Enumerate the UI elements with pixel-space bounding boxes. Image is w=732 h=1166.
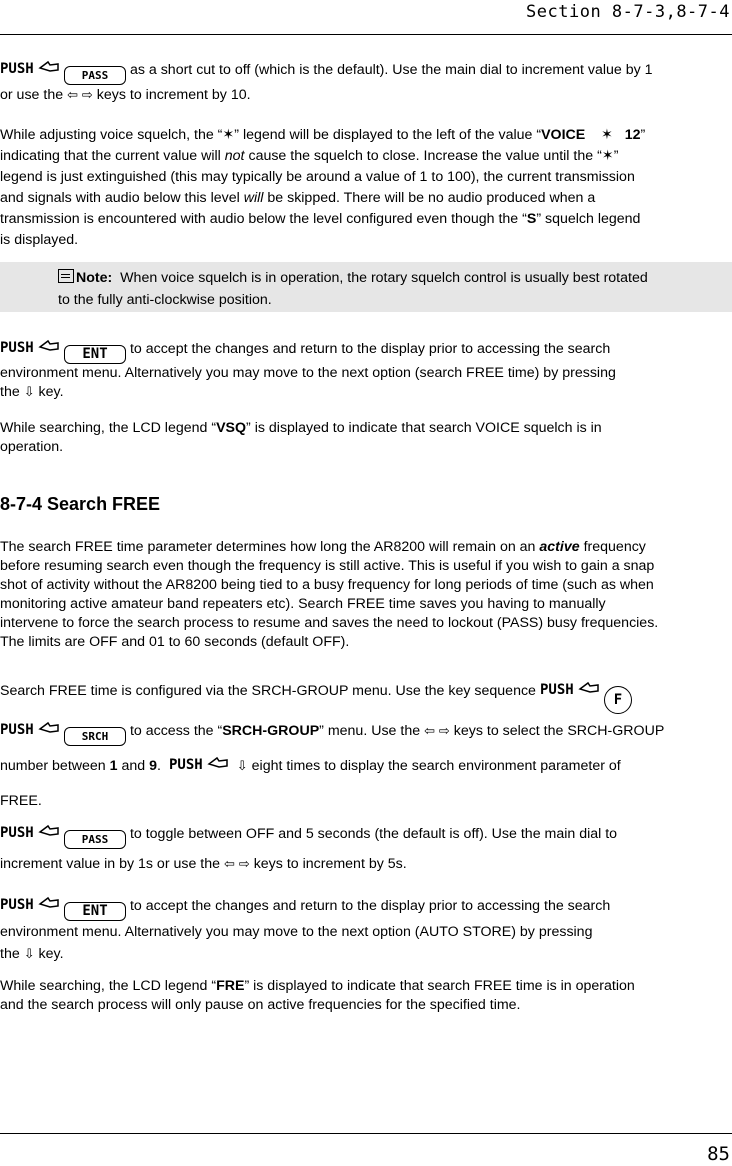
down-arrow-icon: ⇩ xyxy=(236,759,248,774)
paragraph-accept-voice: PUSH ENT to accept the changes and return to the display prior to accessing the search environment menu. Alternatively you may move to the next option (search FREE time) by pressing the ⇩ key. xyxy=(0,337,732,402)
paragraph-pass-shortcut: PUSH PASS as a short cut to off (which is the default). Use the main dial to increment value by 1 or use the ⇦ ⇨ keys to increment by 10. xyxy=(0,58,732,106)
paragraph-free-intro: The search FREE time parameter determines how long the AR8200 will remain on an active frequency before resuming search even though the frequency is still active. This is useful if you wish to gain a snap shot of activity without the AR8200 being tied to a busy frequency for long periods of time (such as when monitoring active amateur band repeaters etc). Search FREE time saves you having to manually intervene to force the search process to resume and saves the need to lockout (PASS) busy frequencies. The limits are OFF and 01 to 60 seconds (default OFF). xyxy=(0,539,659,650)
push-dial-icon xyxy=(540,679,602,699)
paragraph-fre-legend: While searching, the LCD legend “FRE” is displayed to indicate that search FREE time is in operation and the search process will only pause on active frequencies for the specified time. xyxy=(0,978,635,1013)
left-arrow-icon: ⇦ xyxy=(223,857,235,872)
paragraph-vsq-legend: While searching, the LCD legend “VSQ” is displayed to indicate that search VOICE squelch is in operation. xyxy=(0,420,602,455)
page-number: 85 xyxy=(707,1143,730,1165)
page-footer-rule xyxy=(0,1133,732,1134)
down-arrow-icon: ⇩ xyxy=(23,385,35,400)
right-arrow-icon: ⇨ xyxy=(81,88,93,103)
note-icon xyxy=(58,269,74,283)
right-arrow-icon: ⇨ xyxy=(438,724,450,739)
paragraph-free-config: Search FREE time is configured via the SRCH-GROUP menu. Use the key sequence PUSH F PUSH SRCH to access the “SRCH-GROUP” menu. Use the ⇦ ⇨ keys to select the SRCH-GROUP number between 1 and 9. PUSH ⇩ eight times to display the search environment parameter of FREE. xyxy=(0,674,732,818)
note-text: When voice squelch is in operation, the rotary squelch control is usually best rotated xyxy=(120,270,648,286)
star-legend-icon: ✶ xyxy=(601,148,614,164)
ent-key-icon: ENT xyxy=(64,345,126,364)
note-label: Note: xyxy=(76,270,113,286)
down-arrow-icon: ⇩ xyxy=(23,947,35,962)
section-heading: 8-7-4 Search FREE xyxy=(0,494,161,514)
push-dial-icon xyxy=(0,58,62,78)
svg-text:PUSH: PUSH xyxy=(168,757,203,773)
push-dial-icon xyxy=(0,822,62,842)
section-title: Section 8-7-3,8-7-4 xyxy=(526,2,730,22)
push-dial-icon xyxy=(0,719,62,739)
paragraph-accept-free: PUSH ENT to accept the changes and return to the display prior to accessing the search environment menu. Alternatively you may move to the next option (AUTO STORE) by pressing the ⇩ key. xyxy=(0,894,732,966)
star-legend-icon: ✶ xyxy=(222,127,235,143)
push-dial-icon xyxy=(169,754,231,774)
push-dial-icon xyxy=(0,894,62,914)
ent-key-icon: ENT xyxy=(64,902,126,921)
svg-text:PUSH: PUSH xyxy=(0,61,34,77)
srch-key-icon: SRCH xyxy=(64,727,126,746)
right-arrow-icon: ⇨ xyxy=(238,857,250,872)
star-legend-icon: ✶ xyxy=(601,127,613,143)
paragraph-voice-squelch: While adjusting voice squelch, the “✶” legend will be displayed to the left of the value “VOICE ✶ 12” indicating that the current value will not cause the squelch to close. Increase the value until the “✶” legend is just extinguished (this may typically be around a value of 1 to 100), the current transmission and signals with audio below this level will be skipped. There will be no audio produced when a transmission is encountered with audio below the level configured even though the “S” squelch legend is displayed. xyxy=(0,127,646,248)
svg-text:PUSH: PUSH xyxy=(0,722,34,738)
svg-text:PUSH: PUSH xyxy=(0,825,34,841)
pass-key-icon: PASS xyxy=(64,830,126,849)
push-dial-icon xyxy=(0,337,62,357)
svg-text:PUSH: PUSH xyxy=(0,340,34,356)
note-box: Note: When voice squelch is in operation, the rotary squelch control is usually best rotated to the fully anti-clockwise position. xyxy=(0,262,732,312)
paragraph-toggle-free: PUSH PASS to toggle between OFF and 5 seconds (the default is off). Use the main dial to increment value in by 1s or use the ⇦ ⇨ keys to increment by 5s. xyxy=(0,819,732,880)
f-key-icon: F xyxy=(604,686,632,714)
page-header xyxy=(0,0,732,35)
pass-key-icon: PASS xyxy=(64,66,126,85)
left-arrow-icon: ⇦ xyxy=(424,724,435,739)
left-arrow-icon: ⇦ xyxy=(67,88,78,103)
svg-text:PUSH: PUSH xyxy=(0,897,34,913)
svg-text:PUSH: PUSH xyxy=(539,682,574,698)
